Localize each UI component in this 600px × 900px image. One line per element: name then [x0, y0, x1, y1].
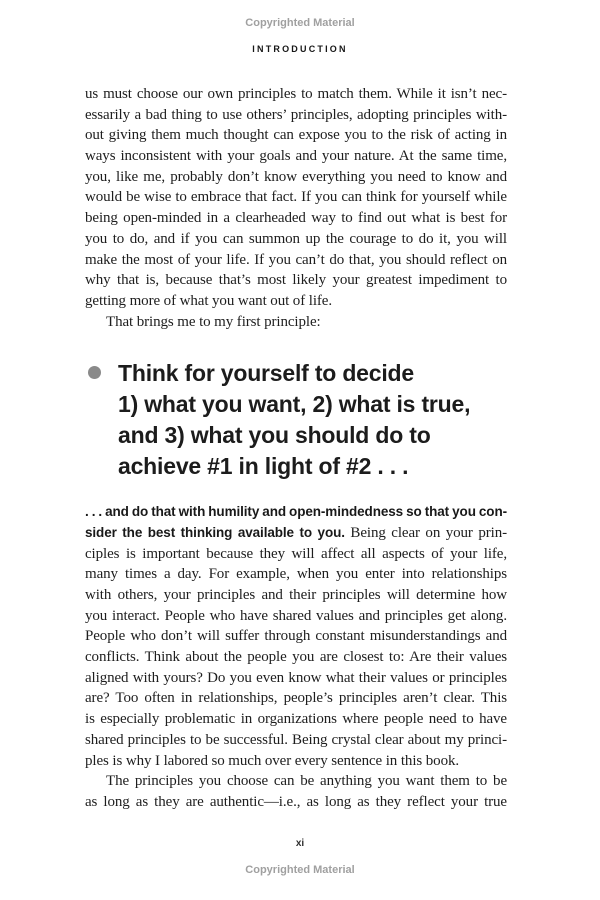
text-segment: us must choose our own principles to match them. While it isn’t nec-: [85, 86, 507, 102]
text-line: [85, 105, 507, 126]
text-segment: getting more of what you want out of life.: [85, 292, 332, 309]
text-segment: many times a day. For example, when you enter into relationships: [85, 566, 507, 583]
text-line: [85, 270, 507, 291]
text-line: [85, 730, 507, 751]
text-segment: ways inconsistent with your goals and your nature. At the same time,: [85, 148, 507, 165]
text-segment: you interact. People who have shared values and principles get along.: [85, 607, 507, 624]
text-segment: Think for yourself to decide: [118, 360, 414, 387]
text-segment: 1) what you want, 2) what is true,: [118, 391, 471, 418]
text-line: [85, 312, 507, 333]
text-line: [85, 771, 507, 792]
text-line: [85, 647, 507, 668]
text-line: [85, 229, 507, 250]
text-line: [85, 544, 507, 565]
text-line: [85, 250, 507, 271]
text-segment: Being clear on your prin-: [344, 524, 508, 541]
principle-text: [118, 358, 507, 482]
bullet-icon: [88, 366, 101, 379]
text-segment: out giving them much thought can expose you to the risk of acting in: [85, 127, 507, 144]
bold-text-segment: . . . and do that with humility and open-mindedness so that you con-: [85, 504, 507, 520]
text-segment: are? Too often in relationships, people’s principles aren’t clear. This: [85, 690, 507, 707]
principle-callout: [85, 358, 507, 482]
text-line: [85, 167, 507, 188]
bold-text-segment: sider the best thinking available to you.: [85, 524, 345, 540]
footer-copyright-notice: Copyrighted Material: [245, 864, 355, 876]
text-segment: People who don’t will suffer through constant misunderstandings and: [85, 628, 507, 645]
text-segment: achieve #1 in light of #2 . . .: [118, 453, 409, 480]
text-line: [85, 146, 507, 167]
text-line: [85, 523, 507, 544]
text-segment: ples is why I labored so much over every sentence in this book.: [85, 752, 460, 769]
text-segment: with others, your principles and their principles will determine how: [85, 587, 507, 603]
text-line: [85, 502, 507, 523]
text-line: [85, 709, 507, 730]
text-line: [85, 585, 507, 606]
text-line: [118, 358, 507, 389]
text-line: [85, 688, 507, 709]
text-line: [85, 208, 507, 229]
text-line: [85, 187, 507, 208]
text-segment: being open-minded in a clearheaded way to find out what is best for: [85, 210, 507, 227]
text-segment: The principles you choose can be anything you want them to be: [106, 773, 507, 790]
paragraph-2: [85, 502, 507, 771]
text-segment: essarily a bad thing to use others’ principles, adopting principles with-: [85, 106, 507, 123]
text-line: [85, 125, 507, 146]
text-segment: shared principles to be successful. Being crystal clear about my princi-: [85, 731, 507, 748]
text-segment: make the most of your life. If you can’t do that, you should reflect on: [85, 251, 507, 268]
text-segment: you to do, and if you can summon up the courage to do it, you will: [85, 230, 507, 247]
text-segment: why that is, because that’s most likely your greatest impediment to: [85, 272, 507, 289]
text-segment: That brings me to my first principle:: [106, 313, 321, 330]
text-segment: as long as they are authentic—i.e., as long as they reflect your true: [85, 793, 507, 810]
text-line: [85, 291, 507, 312]
text-segment: you, like me, probably don’t know everything you need to know and: [85, 168, 507, 185]
text-segment: and 3) what you should do to: [118, 422, 431, 449]
text-line: [85, 751, 507, 772]
text-line: [118, 451, 507, 482]
text-line: [118, 420, 507, 451]
paragraph-1: [85, 84, 507, 332]
text-segment: conflicts. Think about the people you are closest to: Are their values: [85, 649, 507, 666]
header-copyright-notice: Copyrighted Material: [245, 17, 355, 29]
text-segment: is especially problematic in organizations where people need to have: [85, 711, 507, 728]
text-line: [85, 606, 507, 627]
text-line: [85, 792, 507, 813]
page-number: xi: [295, 838, 305, 849]
text-segment: would be wise to embrace that fact. If you can think for yourself while: [85, 189, 507, 206]
text-segment: ciples is important because they will affect all aspects of your life,: [85, 545, 507, 562]
section-title: INTRODUCTION: [252, 44, 348, 54]
text-line: [85, 84, 507, 105]
text-line: [85, 668, 507, 689]
text-line: [85, 564, 507, 585]
text-line: [118, 389, 507, 420]
text-segment: aligned with yours? Do you even know what their values or principles: [85, 669, 507, 686]
text-line: [85, 626, 507, 647]
paragraph-3: [85, 771, 507, 812]
text-block: [85, 84, 507, 813]
